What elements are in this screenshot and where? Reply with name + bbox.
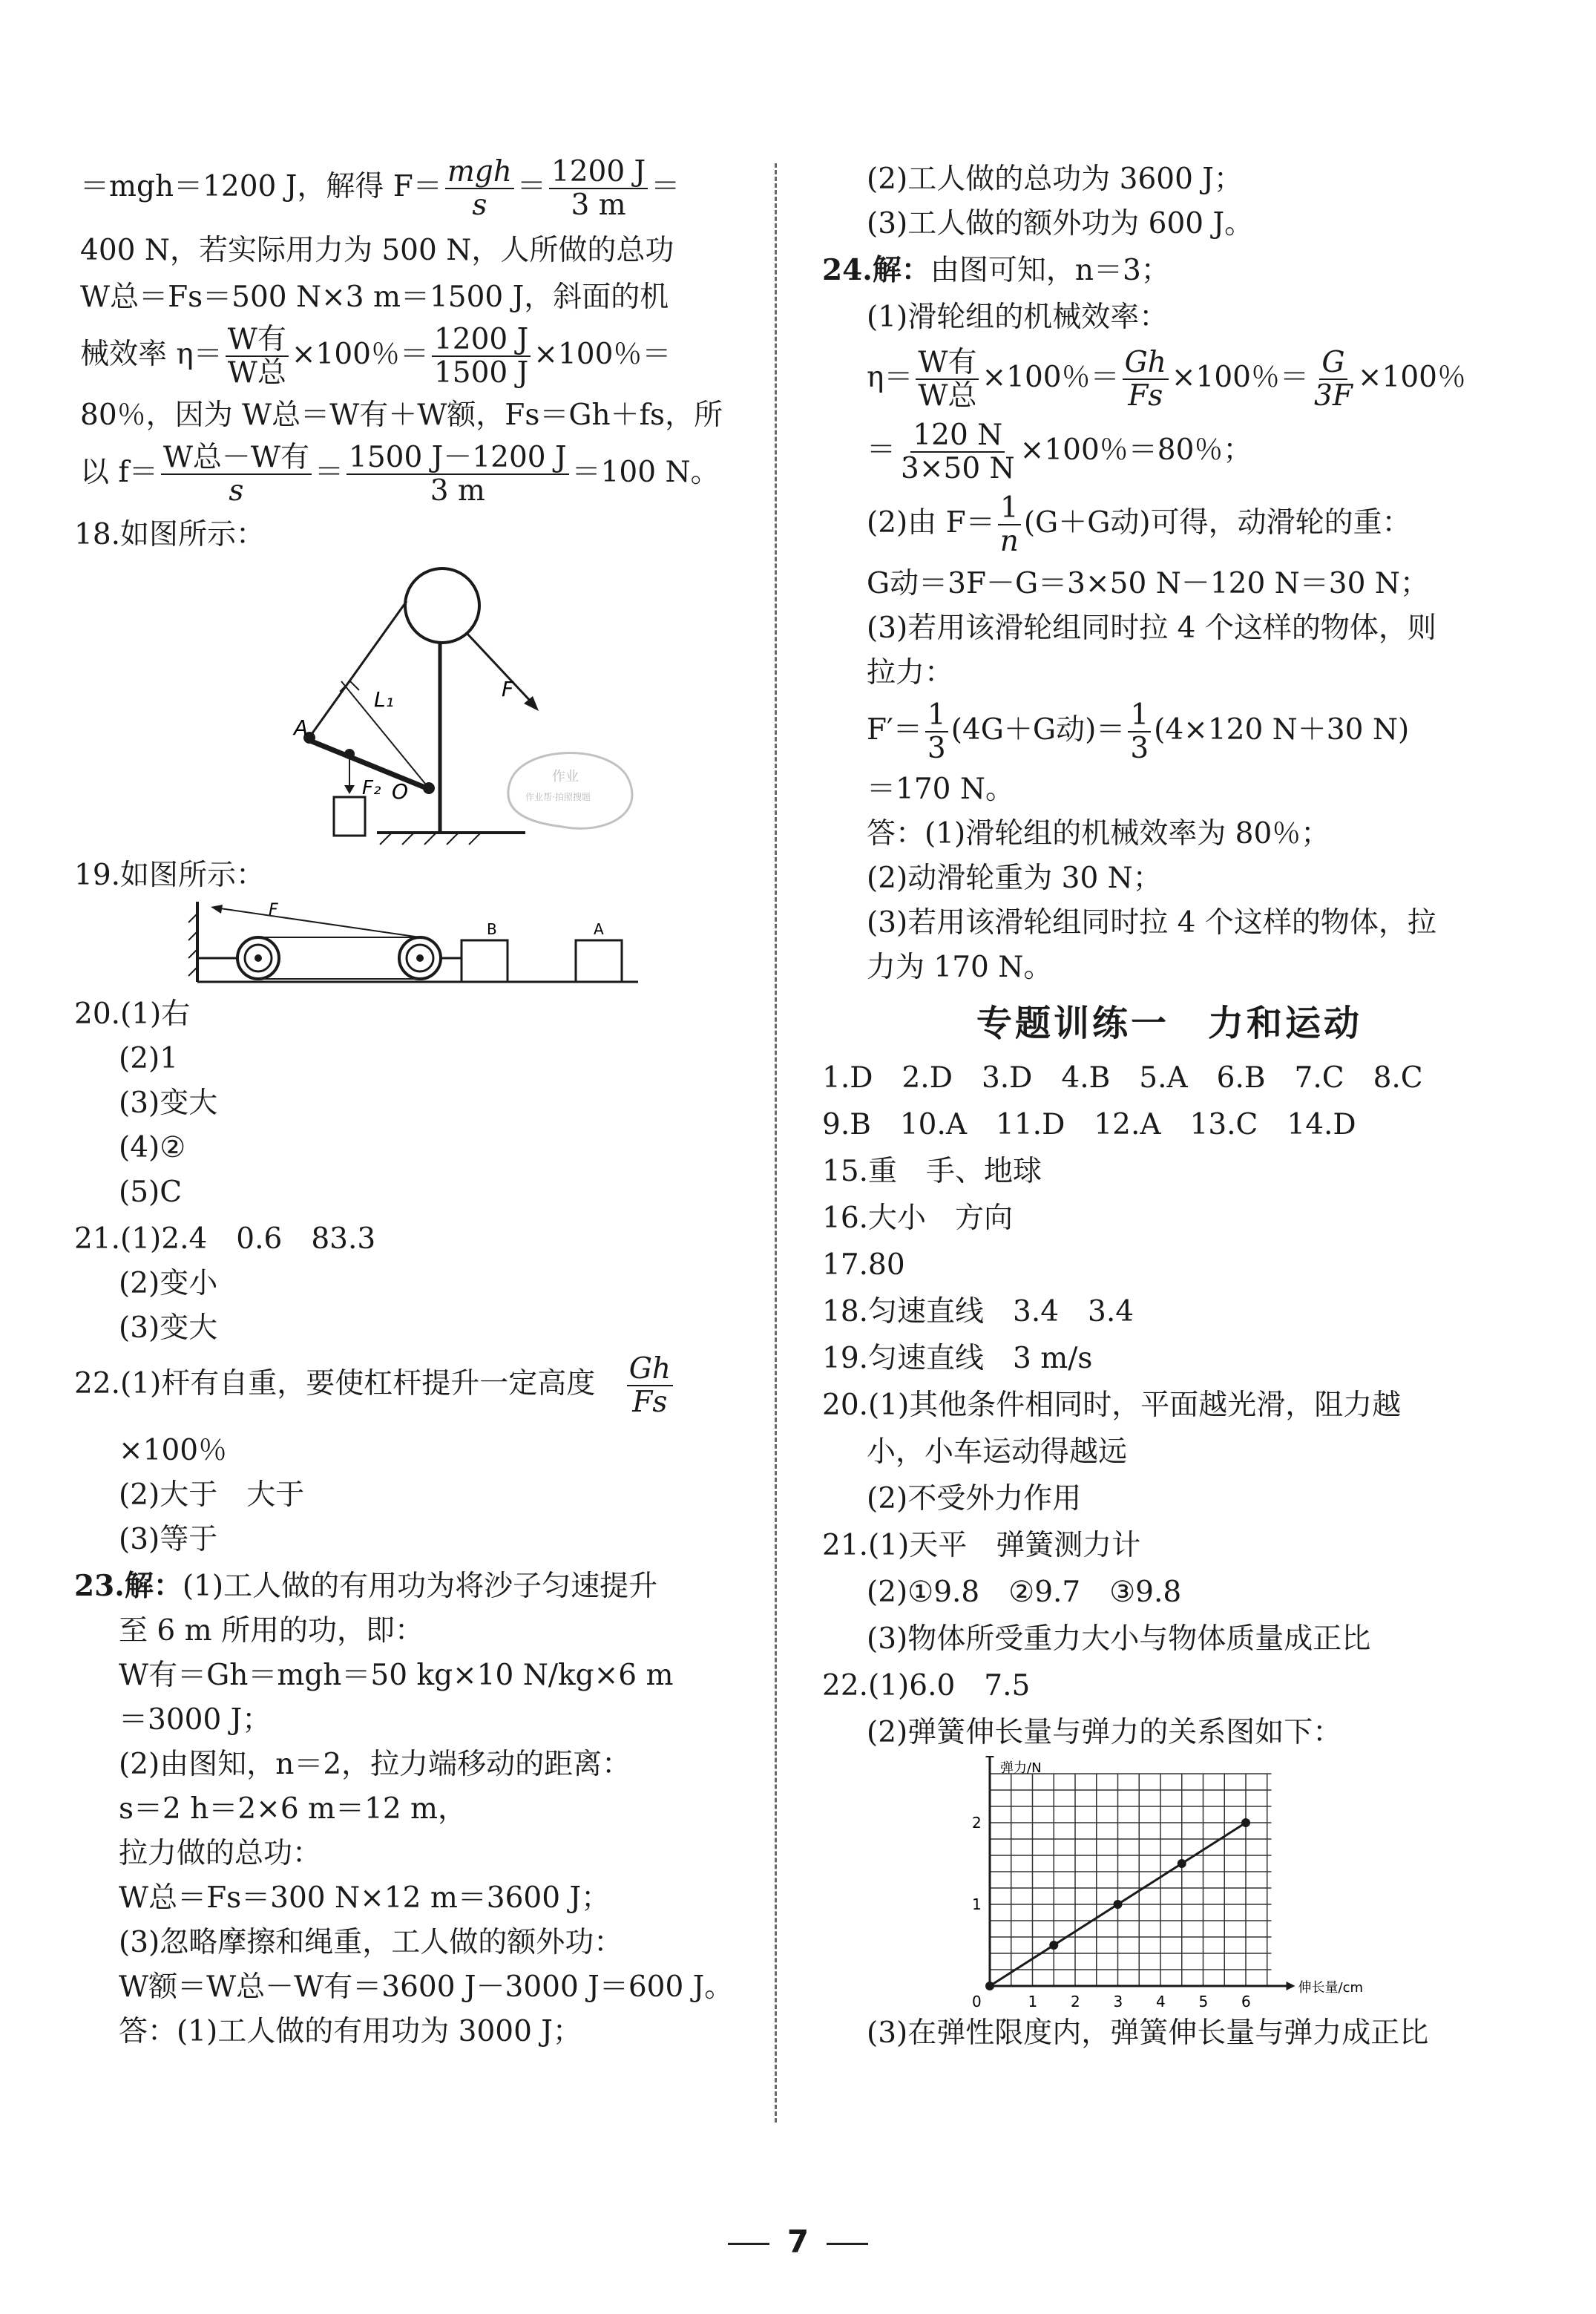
fraction [549,157,648,220]
moving-pulley-axle [416,954,424,962]
x-tick-label: 1 [1028,1993,1038,2010]
fraction [1128,698,1151,765]
q23-line-10: W额＝W总－W有＝3600 J－3000 J＝600 J。 [119,1970,734,2004]
text: ×100％＝ [291,338,429,371]
q23-line-11: 答：(1)工人做的有用功为 3000 J； [119,2015,582,2048]
mc-answers-1: 1.D 2.D 3.D 4.B 5.A 6.B 7.C 8.C [822,1061,1423,1095]
text: (G＋G动)可得，动滑轮的重： [1023,506,1411,540]
denominator: 3 [1130,732,1149,765]
q23-line-7: 拉力做的总功： [119,1837,322,1870]
lever-diagram [80,558,763,849]
x-tick-label: 5 [1198,1993,1209,2010]
watermark-stamp [508,753,632,829]
ground-hatch [402,833,414,845]
x-axis-arrow [1287,1982,1295,1990]
weight-block [334,797,365,836]
fixed-pulley-axle [254,954,262,962]
numerator: W有 [916,348,979,380]
data-point [1049,1941,1058,1950]
q24-line-1 [822,247,1511,294]
numerator: 1 [1128,701,1151,732]
q23-line-1 [74,1563,763,1610]
denominator: 3 m [571,189,626,222]
label-F: F [502,677,514,701]
text: 由图可知，n＝3； [930,254,1170,287]
q17-line-3: W总＝Fs＝500 N×3 m＝1500 J，斜面的机 [80,281,669,314]
q23-line-3: W有＝Gh＝mgh＝50 kg×10 N/kg×6 m [119,1659,674,1692]
q20-line-2: (2)1 [119,1042,179,1075]
answer-label: 23.解： [74,1569,183,1603]
q21-line-2: (2)变小 [119,1267,218,1300]
text: ＝mgh＝1200 J，解得 F＝ [80,170,442,203]
answer-label: 24.解： [822,253,930,287]
data-point [1178,1859,1186,1868]
label-A: A [294,715,309,740]
q22-line-1 [74,1354,763,1417]
denominator: Fs [632,1386,668,1419]
numerator: W有 [226,325,289,357]
fraction [432,323,531,390]
pulley-diagram [80,899,763,991]
q24-line-6: G动＝3F－G＝3×50 N－120 N＝30 N； [867,567,1429,600]
left-column [74,155,763,2055]
fraction [925,698,948,765]
x-tick-label: 4 [1156,1993,1166,2010]
q24-line-8: 拉力： [867,656,954,689]
numerator: 1500 J－1200 J [347,443,569,475]
fraction [226,323,289,390]
spring-chart-svg [828,1756,1511,2010]
rope-to-F [466,632,533,704]
fraction [161,441,312,508]
numerator: Gh [627,1354,673,1386]
force-F-arrow [211,905,223,914]
label-B: B [487,920,497,938]
text: η＝ [867,361,913,394]
q20-line-1: 20.(1)右 [74,997,191,1031]
q24-line-10: ＝170 N。 [867,773,1014,806]
text: (4G＋G动)＝ [950,713,1126,747]
rope-to-A [310,601,407,736]
q23-cont-line-2: (3)工人做的额外功为 600 J。 [867,207,1254,240]
denominator: 3 [927,732,946,765]
text: (2)由 F＝ [867,506,995,540]
ground-hatch [447,833,459,845]
mc-answers-2: 9.B 10.A 11.D 12.A 13.C 14.D [822,1108,1356,1141]
label-L1: L₁ [374,687,394,712]
fraction [916,346,979,413]
numerator: 1200 J [549,157,648,189]
text: ＝ [867,433,896,467]
label-F2: F₂ [362,777,381,799]
answer-18: 18.匀速直线 3.4 3.4 [822,1295,1134,1328]
answer-20-line-3: (2)不受外力作用 [867,1482,1082,1515]
label-O: O [392,779,409,804]
q23-line-6: s＝2 h＝2×6 m＝12 m， [119,1792,467,1826]
page-footer [0,2223,1596,2260]
footer-dash [728,2243,769,2245]
q17-line-5: 80％，因为 W总＝W有＋W额，Fs＝Gh＋fs，所 [80,399,723,432]
text: ＝ [651,170,680,203]
q22-line-4: (3)等于 [119,1523,218,1556]
y-axis-label: 弹力/N [1000,1760,1042,1776]
q23-line-9: (3)忽略摩擦和绳重，工人做的额外功： [119,1926,623,1959]
q21-line-1: 21.(1)2.4 0.6 83.3 [74,1222,376,1256]
q23-line-2: 至 6 m 所用的功，即： [119,1614,424,1648]
text: 22.(1)杆有自重，要使杠杆提升一定高度 [74,1367,596,1400]
y-axis-arrow [985,1756,994,1757]
answer-21-line-3: (3)物体所受重力大小与物体质量成正比 [867,1622,1371,1656]
q22-line-2: ×100％ [119,1434,228,1467]
x-axis-label: 伸长量/cm [1298,1980,1363,1996]
right-column [822,160,1511,2056]
q18-label: 18.如图所示： [74,518,266,551]
denominator: 1500 J [433,356,529,390]
spring-chart [828,1756,1511,2010]
ground-hatch [424,833,436,845]
denominator: Fs [1128,379,1163,413]
text: ＝ [516,170,546,203]
q24-line-11: 答：(1)滑轮组的机械效率为 80％； [867,817,1330,850]
label-F: F [269,901,278,920]
text: ×100％＝ [982,361,1120,394]
data-point [1241,1818,1250,1827]
ground-hatch [469,833,481,845]
q24-line-14: 力为 170 N。 [867,951,1053,984]
text: (1)工人做的有用功为将沙子匀速提升 [182,1570,658,1603]
q17-line-2: 400 N，若实际用力为 500 N，人所做的总功 [80,234,674,267]
q22-line-3: (2)大于 大于 [119,1478,305,1512]
denominator: W总 [918,379,977,413]
text: ×100％＝80％； [1019,433,1252,467]
block-B [462,940,508,982]
denominator: 3 m [430,474,485,508]
denominator: 3F [1314,379,1353,413]
section-title: 专题训练一 力和运动 [976,1003,1362,1044]
q23-cont-line-1: (2)工人做的总功为 3600 J； [867,163,1243,196]
text: ＝100 N。 [571,456,720,489]
q20-line-4: (4)② [119,1131,186,1164]
fraction [445,157,514,220]
q21-line-3: (3)变大 [119,1311,218,1345]
numerator: 1 [925,701,948,732]
text: ×100％＝ [533,338,671,371]
text: 以 f＝ [80,456,158,489]
q17-line-4 [80,323,763,390]
q24-line-3 [828,346,1511,413]
fraction [899,421,1017,483]
ground-hatch [380,833,392,845]
q20-line-5: (5)C [119,1176,183,1209]
denominator: s [229,474,244,508]
answer-21-line-1: 21.(1)天平 弹簧测力计 [822,1529,1141,1562]
denominator: 3×50 N [901,452,1015,485]
x-tick-label: 2 [1071,1993,1080,2010]
text: ＝ [315,456,344,489]
force-F-arrow [524,696,539,711]
force-F2-arrow [344,785,355,794]
text: ×100％ [1357,361,1466,394]
q23-line-4: ＝3000 J； [119,1703,272,1737]
block-A [576,940,622,982]
answer-15: 15.重 手、地球 [822,1155,1042,1188]
answer-16: 16.大小 方向 [822,1202,1014,1235]
text: (4×120 N＋30 N) [1154,713,1410,747]
column-divider [775,163,777,2123]
x-tick-label: 6 [1241,1993,1251,2010]
text: 械效率 η＝ [80,338,223,371]
q20-line-3: (3)变大 [119,1086,218,1120]
stamp-outline [508,753,632,829]
denominator: W总 [227,356,286,390]
text: ×100％＝ [1171,361,1309,394]
stamp-text: 作业帮·拍照搜题 [525,792,591,802]
answer-22-line-2: (2)弹簧伸长量与弹力的关系图如下： [867,1716,1342,1749]
numerator: Gh [1123,348,1169,380]
answer-17: 17.80 [822,1248,905,1282]
origin-label: 0 [972,1993,982,2010]
answer-22-line-1: 22.(1)6.0 7.5 [822,1669,1031,1702]
q18-figure [80,558,763,849]
answer-19: 19.匀速直线 3 m/s [822,1342,1093,1375]
q19-figure [80,899,763,991]
text: F′＝ [867,713,922,747]
rope-pull [215,908,420,937]
answer-20-line-1: 20.(1)其他条件相同时，平面越光滑，阻力越 [822,1389,1402,1422]
fraction [1123,346,1169,413]
numerator: 1200 J [432,325,531,357]
q24-line-13: (3)若用该滑轮组同时拉 4 个这样的物体，拉 [867,906,1436,940]
x-tick-label: 3 [1113,1993,1123,2010]
footer-dash [827,2243,868,2245]
q23-line-8: W总＝Fs＝300 N×12 m＝3600 J； [119,1881,611,1915]
pulley-wheel [405,568,479,643]
q23-line-5: (2)由图知，n＝2，拉力端移动的距离： [119,1748,631,1781]
numerator: 1 [998,494,1021,525]
fraction [1312,346,1355,413]
answer-21-line-2: (2)①9.8 ②9.7 ③9.8 [867,1576,1182,1609]
numerator: W总－W有 [161,443,312,475]
fraction [627,1354,673,1417]
q19-label: 19.如图所示： [74,859,266,892]
fraction [347,441,569,508]
q24-line-7: (3)若用该滑轮组同时拉 4 个这样的物体，则 [867,612,1436,645]
q17-line-1 [80,157,763,220]
numerator: mgh [445,157,514,189]
q24-line-12: (2)动滑轮重为 30 N； [867,862,1162,895]
fraction [998,491,1021,558]
label-A: A [594,920,604,938]
data-point [1114,1900,1123,1909]
q24-line-2: (1)滑轮组的机械效率： [867,301,1169,334]
answer-20-line-2: 小，小车运动得越远 [867,1435,1128,1469]
numerator: 120 N [910,421,1005,453]
numerator: G [1319,348,1347,380]
q24-line-5 [828,491,1511,558]
y-tick-label: 1 [972,1895,982,1913]
denominator: n [999,525,1019,558]
q24-line-4 [828,421,1511,483]
page-number: 7 [786,2223,810,2260]
answer-22-line-3: (3)在弹性限度内，弹簧伸长量与弹力成正比 [867,2016,1429,2050]
stamp-text: 作业 [552,769,579,784]
denominator: s [472,189,487,222]
data-point [985,1982,994,1990]
q24-line-9 [828,698,1511,765]
q17-line-6 [80,441,763,508]
y-tick-label: 2 [972,1814,982,1832]
